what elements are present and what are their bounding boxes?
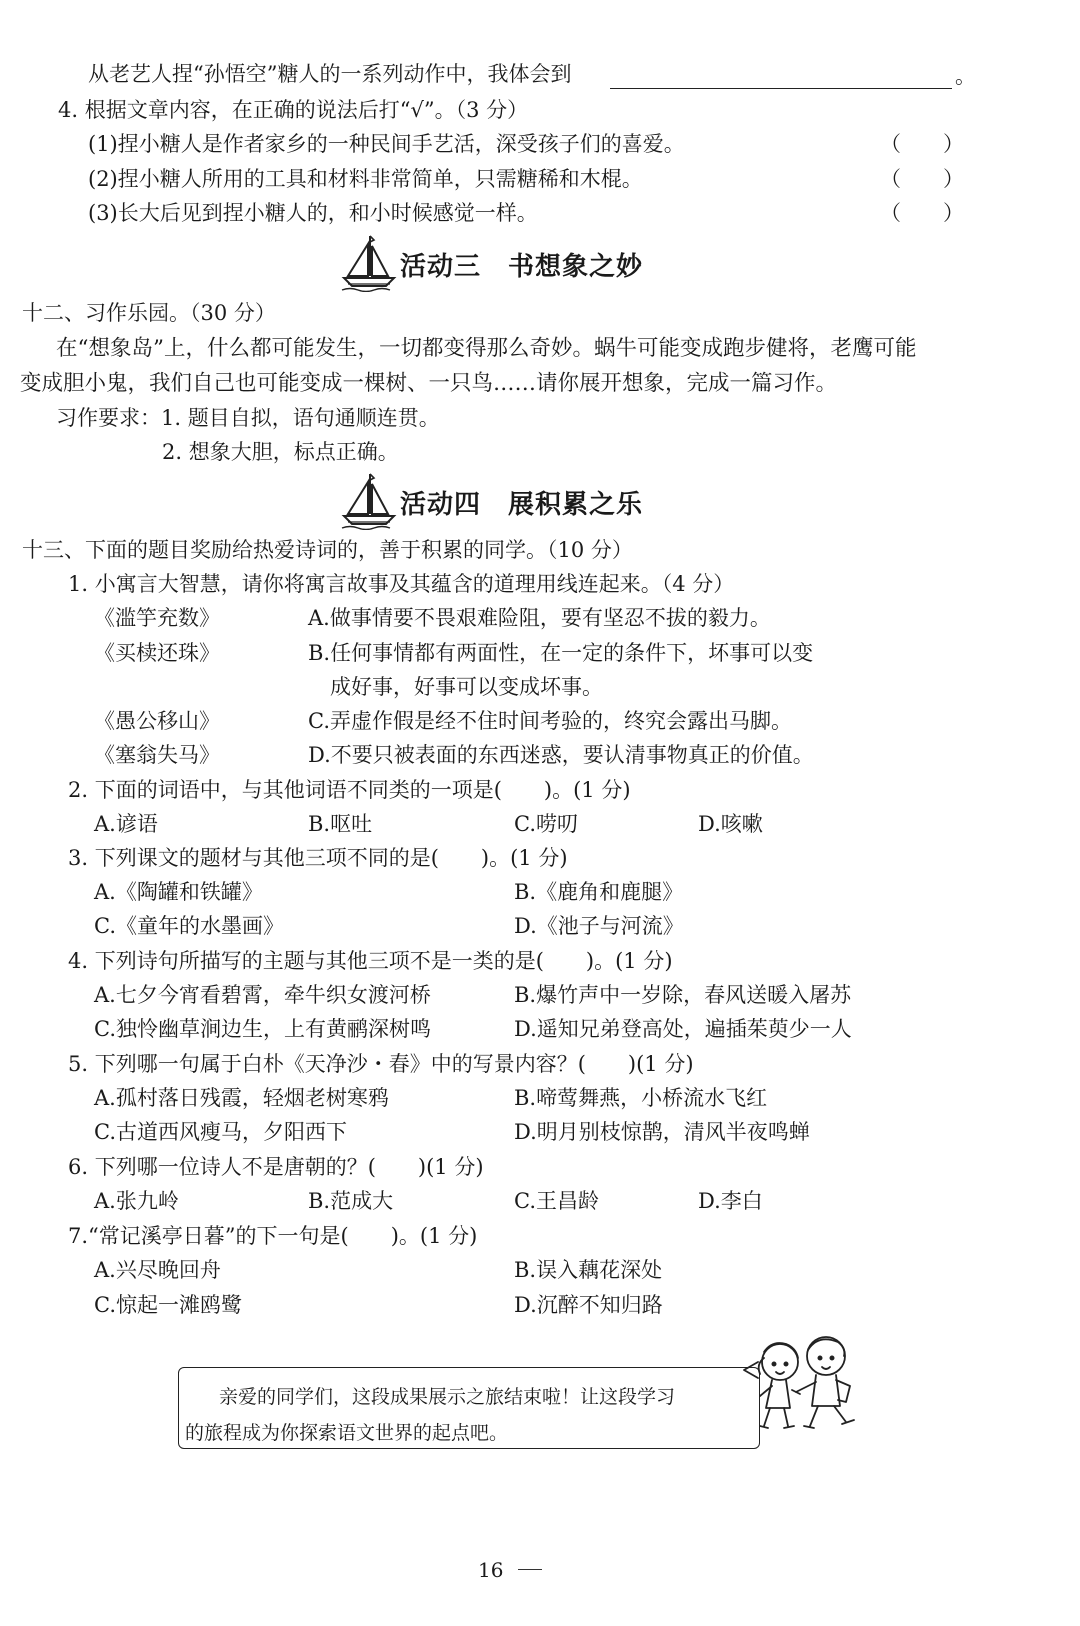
q13-7-option-d[interactable]: D.沉醉不知归路 [514, 1293, 663, 1317]
q13-2-option-c[interactable]: C.唠叨 [514, 812, 578, 836]
moral-right-a[interactable]: A.做事情要不畏艰难险阻，要有坚忍不拔的毅力。 [308, 606, 771, 630]
q13-6-title: 6. 下列哪一位诗人不是唐朝的？( )(1 分) [68, 1155, 484, 1179]
activity-4-title: 活动四 展积累之乐 [400, 490, 644, 520]
q13-2-title: 2. 下面的词语中，与其他词语不同类的一项是( )。(1 分) [68, 778, 631, 802]
q13-6-option-c[interactable]: C.王昌龄 [514, 1189, 599, 1213]
q13-2-option-a[interactable]: A.谚语 [94, 812, 158, 836]
q13-7-option-b[interactable]: B.误入藕花深处 [514, 1258, 663, 1282]
closing-note-line-2: 的旅程成为你探索语文世界的起点吧。 [185, 1422, 509, 1444]
sailboat-icon [340, 470, 398, 530]
question-13-title: 十三、下面的题目奖励给热爱诗词的，善于积累的同学。（10 分） [22, 538, 633, 562]
q13-5-option-c[interactable]: C.古道西风瘦马，夕阳西下 [94, 1120, 347, 1144]
children-illustration [738, 1322, 868, 1442]
q13-4-option-a[interactable]: A.七夕今宵看碧霄，牵牛织女渡河桥 [94, 983, 431, 1007]
activity-4-heading [340, 470, 680, 530]
q13-3-option-a[interactable]: A.《陶罐和铁罐》 [94, 880, 263, 904]
q13-4-option-d[interactable]: D.遥知兄弟登高处，遍插茱萸少一人 [514, 1017, 852, 1041]
q4-item-2: (2)捏小糖人所用的工具和材料非常简单，只需糖稀和木棍。 [88, 167, 643, 191]
q4-answer-paren-2[interactable]: （ ） [880, 167, 964, 191]
answer-blank-line[interactable] [610, 88, 952, 89]
q13-6-option-d[interactable]: D.李白 [698, 1189, 763, 1213]
fable-left-4[interactable]: 《塞翁失马》 [94, 743, 220, 767]
q13-4-option-c[interactable]: C.独怜幽草涧边生，上有黄鹂深树鸣 [94, 1017, 431, 1041]
closing-note-box [178, 1367, 760, 1449]
q13-7-option-c[interactable]: C.惊起一滩鸥鹭 [94, 1293, 242, 1317]
q13-3-title: 3. 下列课文的题材与其他三项不同的是( )。(1 分) [68, 846, 568, 870]
moral-right-d[interactable]: D.不要只被表面的东西迷惑，要认清事物真正的价值。 [308, 743, 814, 767]
q13-2-option-b[interactable]: B.呕吐 [308, 812, 373, 836]
fill-in-end: 。 [955, 64, 976, 88]
fable-left-2[interactable]: 《买椟还珠》 [94, 641, 220, 665]
q12-requirement-2: 2. 想象大胆，标点正确。 [162, 440, 399, 464]
q12-body-line-1: 在“想象岛”上，什么都可能发生，一切都变得那么奇妙。蜗牛可能变成跑步健将，老鹰可能 [56, 336, 917, 361]
q12-body-line-2: 变成胆小鬼，我们自己也可能变成一棵树、一只鸟……请你展开想象，完成一篇习作。 [20, 371, 838, 396]
q13-6-option-a[interactable]: A.张九岭 [94, 1189, 179, 1213]
q4-answer-paren-1[interactable]: （ ） [880, 132, 964, 156]
q12-requirement-1: 习作要求：1. 题目自拟，语句通顺连贯。 [56, 406, 440, 430]
fill-in-prompt: 从老艺人捏“孙悟空”糖人的一系列动作中，我体会到 [88, 62, 572, 86]
question-12-title: 十二、习作乐园。（30 分） [22, 301, 276, 325]
q4-answer-paren-3[interactable]: （ ） [880, 201, 964, 225]
moral-right-c[interactable]: C.弄虚作假是经不住时间考验的，终究会露出马脚。 [308, 709, 792, 733]
q13-2-option-d[interactable]: D.咳嗽 [698, 812, 763, 836]
q13-3-option-b[interactable]: B.《鹿角和鹿腿》 [514, 880, 684, 904]
q13-1-title: 1. 小寓言大智慧，请你将寓言故事及其蕴含的道理用线连起来。（4 分） [68, 572, 735, 596]
fable-left-3[interactable]: 《愚公移山》 [94, 709, 220, 733]
page-number-dash [518, 1569, 542, 1570]
question-4-title: 4. 根据文章内容，在正确的说法后打“√”。（3 分） [58, 98, 529, 122]
closing-note-line-1: 亲爱的同学们，这段成果展示之旅结束啦！让这段学习 [219, 1386, 676, 1408]
q13-7-title: 7.“常记溪亭日暮”的下一句是( )。(1 分) [68, 1224, 478, 1248]
q13-6-option-b[interactable]: B.范成大 [308, 1189, 394, 1213]
page-number: 16 [478, 1558, 504, 1582]
q13-4-option-b[interactable]: B.爆竹声中一岁除，春风送暖入屠苏 [514, 983, 852, 1007]
activity-3-title: 活动三 书想象之妙 [400, 252, 644, 282]
q13-4-title: 4. 下列诗句所描写的主题与其他三项不是一类的是( )。(1 分) [68, 949, 673, 973]
q13-5-option-b[interactable]: B.啼莺舞燕，小桥流水飞红 [514, 1086, 768, 1110]
q13-5-option-d[interactable]: D.明月别枝惊鹊，清风半夜鸣蝉 [514, 1120, 810, 1144]
q13-3-option-c[interactable]: C.《童年的水墨画》 [94, 914, 284, 938]
activity-3-heading [340, 232, 680, 292]
q13-5-option-a[interactable]: A.孤村落日残霞，轻烟老树寒鸦 [94, 1086, 389, 1110]
fable-left-1[interactable]: 《滥竽充数》 [94, 606, 220, 630]
sailboat-icon [340, 232, 398, 292]
q4-item-3: (3)长大后见到捏小糖人的，和小时候感觉一样。 [88, 201, 538, 225]
q13-5-title: 5. 下列哪一句属于白朴《天净沙・春》中的写景内容？( )(1 分) [68, 1052, 694, 1076]
moral-right-b[interactable]: B.任何事情都有两面性，在一定的条件下，坏事可以变 [308, 641, 814, 665]
moral-right-b-cont: 成好事，好事可以变成坏事。 [330, 675, 603, 699]
q13-3-option-d[interactable]: D.《池子与河流》 [514, 914, 684, 938]
q13-7-option-a[interactable]: A.兴尽晚回舟 [94, 1258, 221, 1282]
q4-item-1: (1)捏小糖人是作者家乡的一种民间手艺活，深受孩子们的喜爱。 [88, 132, 685, 156]
